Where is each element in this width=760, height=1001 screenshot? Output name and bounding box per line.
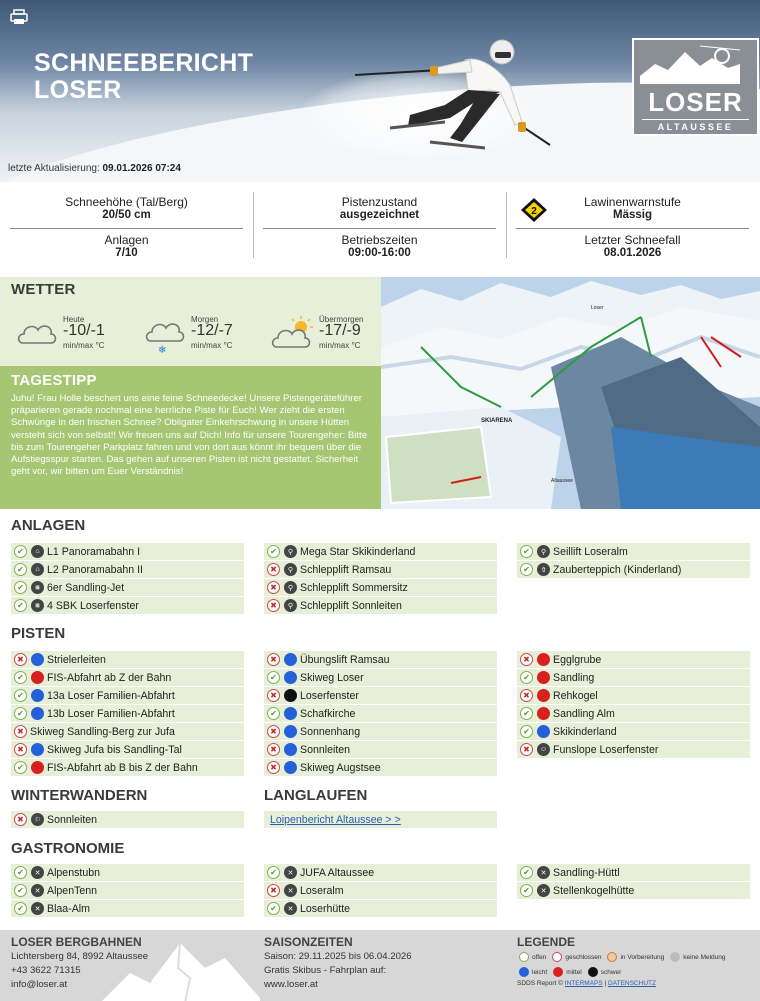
stat-avalanche [516,195,749,221]
stat-last-snowfall [516,233,749,259]
print-icon[interactable] [10,9,28,25]
stat-lifts [10,233,243,259]
hard-icon [588,967,598,977]
weather-day-label: Morgen [191,315,219,324]
lift-row [264,597,497,614]
page-title [34,50,253,104]
restaurant-icon: ✕ [31,884,44,897]
skier-image [350,30,560,160]
piste-name: Sandling Alm [553,707,615,720]
footer [0,930,760,1001]
stat-piste-condition [263,195,496,221]
status-open-icon: ✔ [267,545,280,558]
legend-status [517,952,726,962]
piste-name: Sonnenhang [300,725,361,738]
gastronomy-name: Loserhütte [300,902,351,915]
status-open-icon: ✔ [520,866,533,879]
stat-label: Anlagen [104,233,149,247]
gastronomy-row [517,882,750,899]
logo-subtitle: ALTAUSSEE [657,122,734,132]
restaurant-icon: ✕ [31,902,44,915]
lift-name: Mega Star Skikinderland [300,545,416,558]
daily-tip-panel [0,366,381,509]
status-closed-icon: ✖ [14,725,27,738]
legend-credits [517,980,656,987]
gastronomy-name: Loseralm [300,884,344,897]
svg-text:SKIARENA: SKIARENA [481,418,513,424]
status-open-icon: ✔ [14,671,27,684]
piste-name: Skikinderland [553,725,617,738]
gondola-icon: ⌂ [31,545,44,558]
piste-map-image [381,277,760,509]
avalanche-warning-icon [520,197,548,223]
winter-hike-name: Sonnleiten [47,813,98,826]
stat-label: Betriebszeiten [341,233,418,247]
difficulty-easy-icon [284,671,297,684]
lift-name: Schlepplift Ramsau [300,563,392,576]
footer-season [264,950,412,992]
piste-name: Skiweg Jufa bis Sandling-Tal [47,743,182,756]
difficulty-medium-icon [537,671,550,684]
status-closed-icon: ✖ [520,743,533,756]
weather-panel [0,277,381,366]
status-open-icon: ✔ [520,671,533,684]
piste-name: Skiweg Loser [300,671,364,684]
status-open-icon: ✔ [14,545,27,558]
stat-value: 20/50 cm [102,209,151,221]
status-open-icon: ✔ [267,902,280,915]
piste-row [264,759,497,776]
status-closed-icon: ✖ [267,581,280,594]
status-open-icon: ✔ [14,884,27,897]
status-open-icon: ✔ [14,581,27,594]
status-closed-icon: ✖ [520,689,533,702]
piste-row [11,669,244,686]
gastronomy-name: Stellenkogelhütte [553,884,635,897]
status-open-icon: ✔ [14,707,27,720]
piste-row [11,759,244,776]
lift-row [11,543,244,560]
piste-row [11,705,244,722]
status-open-icon: ✔ [267,671,280,684]
difficulty-medium-icon [537,689,550,702]
difficulty-medium-icon [537,653,550,666]
piste-row [264,705,497,722]
piste-name: Skiweg Augstsee [300,761,381,774]
draglift-icon: ⚲ [284,581,297,594]
svg-text:❄: ❄ [158,345,167,355]
legend-difficulty [517,967,621,977]
difficulty-easy-icon [31,743,44,756]
weather-day-today [15,315,135,355]
hiker-icon: ⚐ [31,813,44,826]
no-report-icon [670,952,680,962]
stat-value: ausgezeichnet [339,209,420,221]
piste-name: Sandling [553,671,595,684]
cloud-snow-icon [143,315,187,355]
weather-temp: -17/-9 [319,322,361,339]
piste-name: FIS-Abfahrt ab B bis Z der Bahn [47,761,198,774]
lift-name: Zauberteppich (Kinderland) [553,563,682,576]
lift-name: Schlepplift Sonnleiten [300,599,402,612]
piste-row [517,723,750,740]
legend-label: in Vorbereitung [620,953,665,961]
piste-row [264,741,497,758]
difficulty-easy-icon [284,761,297,774]
lift-row [11,579,244,596]
legend-label: leicht [532,968,548,976]
weather-day-after-tomorrow [271,315,391,355]
piste-row [264,687,497,704]
restaurant-icon: ✕ [537,884,550,897]
restaurant-icon: ✕ [284,902,297,915]
piste-row [11,741,244,758]
status-open-icon: ✔ [267,707,280,720]
gastronomy-name: Blaa-Alm [47,902,90,915]
stat-snow-depth [10,195,243,221]
carpet-icon: ⇧ [537,563,550,576]
piste-row [11,723,244,740]
in-preparation-icon [607,952,617,962]
stat-value: 7/10 [115,247,138,259]
lift-name: Seillift Loseralm [553,545,628,558]
restaurant-icon: ✕ [284,866,297,879]
piste-name: Rehkogel [553,689,598,702]
difficulty-easy-icon [284,725,297,738]
draglift-icon: ⚲ [284,563,297,576]
intermaps-link[interactable]: INTERMAPS [564,980,603,987]
lift-name: Schlepplift Sommersitz [300,581,408,594]
weather-minmax: min/max °C [319,341,361,350]
divider [516,228,749,229]
difficulty-easy-icon [31,689,44,702]
gastronomy-name: AlpenTenn [47,884,98,897]
svg-text:Loser: Loser [591,305,604,311]
gastronomy-name: Alpenstubn [47,866,101,879]
lift-row [517,561,750,578]
status-closed-icon: ✖ [267,689,280,702]
stat-value: Mässig [613,209,652,221]
difficulty-medium-icon [31,671,44,684]
stat-hours [263,233,496,259]
gastronomy-row [517,864,750,881]
piste-name: Funslope Loserfenster [553,743,659,756]
last-update [8,163,181,174]
lift-name: 6er Sandling-Jet [47,581,125,594]
piste-name: Egglgrube [553,653,602,666]
stat-value: 08.01.2026 [603,247,662,259]
gastronomy-row [264,900,497,917]
footer-address: Lichtersberg 84, 8992 Altaussee [11,951,149,962]
footer-legend-title: LEGENDE [517,935,576,949]
medium-icon [553,967,563,977]
status-open-icon: ✔ [520,725,533,738]
restaurant-icon: ✕ [31,866,44,879]
status-open-icon: ✔ [520,545,533,558]
footer-company: LOSER BERGBAHNEN [11,935,142,949]
cloud-icon [15,315,59,349]
weather-title: WETTER [11,281,76,298]
piste-row [264,669,497,686]
lift-row [264,579,497,596]
winter-hike-row [11,811,244,828]
cross-country-row [264,811,497,828]
piste-name: 13b Loser Familien-Abfahrt [47,707,175,720]
funslope-icon: ☺ [537,743,550,756]
gastronomy-row [11,882,244,899]
lift-row [11,561,244,578]
lift-name: L2 Panoramabahn II [47,563,144,576]
logo-divider [642,119,749,120]
lift-row [264,561,497,578]
piste-row [517,687,750,704]
gastronomy-name: JUFA Altaussee [300,866,375,879]
piste-row [11,687,244,704]
piste-row [264,651,497,668]
chairlift-icon: ⑥ [31,581,44,594]
status-closed-icon: ✖ [267,761,280,774]
piste-name: Schafkirche [300,707,356,720]
piste-map[interactable] [381,277,760,509]
tip-title: TAGESTIPP [11,372,97,389]
footer-email[interactable]: info@loser.at [11,979,68,990]
snow-stats [0,188,760,268]
weather-day-tomorrow [143,315,263,355]
footer-skibus: Gratis Skibus - Fahrplan auf: [264,965,387,976]
weather-minmax: min/max °C [63,341,105,350]
pistes-section-title: PISTEN [11,625,66,642]
lift-row [264,543,497,560]
piste-name: Übungslift Ramsau [300,653,390,666]
winter-hiking-title: WINTERWANDERN [11,787,148,804]
status-closed-icon: ✖ [267,725,280,738]
status-open-icon: ✔ [520,707,533,720]
piste-row [517,705,750,722]
lift-row [11,597,244,614]
piste-name: Strielerleiten [47,653,106,666]
title-line-1: SCHNEEBERICHT [34,49,254,77]
difficulty-easy-icon [537,725,550,738]
piste-row [517,669,750,686]
legend-label: schwer [600,968,622,976]
footer-phone[interactable]: +43 3622 71315 [11,965,81,976]
difficulty-hard-icon [284,689,297,702]
logo-name: LOSER [648,87,743,117]
status-open-icon: ✔ [14,689,27,702]
difficulty-easy-icon [284,707,297,720]
stat-label: Schneehöhe (Tal/Berg) [65,195,188,209]
stat-label: Pistenzustand [341,195,418,209]
piste-name: FIS-Abfahrt ab Z der Bahn [47,671,172,684]
lift-row [517,543,750,560]
piste-row [11,651,244,668]
gastronomy-row [11,900,244,917]
footer-season-title: SAISONZEITEN [264,935,353,949]
legend-label: keine Meldung [683,953,726,961]
status-open-icon: ✔ [14,563,27,576]
status-closed-icon: ✖ [267,884,280,897]
gastronomy-name: Sandling-Hüttl [553,866,620,879]
sun-cloud-icon [271,315,315,351]
status-closed-icon: ✖ [267,563,280,576]
status-closed-icon: ✖ [267,599,280,612]
difficulty-easy-icon [284,743,297,756]
legend-label: offen [532,953,547,961]
divider [263,228,496,229]
tip-text: Juhu! Frau Holle beschert uns eine feine Schneedecke! Unsere Pistengeräteführer präparieren gerade nochmal eine herrliche Piste für Euch! Wer zieht die ersten Schwünge in den frischen Schnee? Obligater Einkehrschwung in unsere Hütten versteht sich von selbst!! Wir freuen uns auf Dich! Info für unsere Tourengeher: Bitte bis zum Tourengeher Parkplatz fahren und von dort aus könnt ihr bequem über die Aufstiegsspur starten. Das gehen auf unseren Pisten ist nicht gestattet. Sicherheit geht vor, wir bitten um Euer Verständnis! [11,393,368,478]
title-line-2: LOSER [34,76,122,104]
divider [253,192,254,258]
svg-text:2: 2 [531,206,537,217]
gastronomy-row [264,882,497,899]
status-open-icon: ✔ [14,866,27,879]
status-closed-icon: ✖ [520,653,533,666]
update-value: 09.01.2026 07:24 [102,163,181,174]
piste-name: Sonnleiten [300,743,351,756]
status-open-icon: ✔ [14,599,27,612]
status-open-icon: ✔ [267,866,280,879]
difficulty-medium-icon [31,761,44,774]
draglift-icon: ⚲ [284,545,297,558]
difficulty-easy-icon [284,653,297,666]
mountain-logo-icon [640,44,740,84]
open-icon [519,952,529,962]
status-closed-icon: ✖ [14,653,27,666]
svg-text:Altaussee: Altaussee [551,478,573,484]
stat-value: 09:00-16:00 [348,247,411,259]
stat-label: Letzter Schneefall [584,233,681,247]
legend-label: mittel [566,968,582,976]
status-closed-icon: ✖ [267,653,280,666]
weather-temp: -10/-1 [63,322,105,339]
difficulty-easy-icon [31,707,44,720]
status-open-icon: ✔ [14,761,27,774]
weather-day-label: Übermorgen [319,315,364,324]
weather-day-label: Heute [63,315,85,324]
status-closed-icon: ✖ [14,743,27,756]
status-open-icon: ✔ [520,563,533,576]
weather-temp: -12/-7 [191,322,233,339]
weather-minmax: min/max °C [191,341,233,350]
lift-name: L1 Panoramabahn I [47,545,141,558]
easy-icon [519,967,529,977]
lift-name: 4 SBK Loserfenster [47,599,139,612]
piste-name: Skiweg Sandling-Berg zur Jufa [30,725,175,738]
gondola-icon: ⌂ [31,563,44,576]
piste-name: 13a Loser Familien-Abfahrt [47,689,175,702]
lifts-section-title: ANLAGEN [11,517,86,534]
draglift-icon: ⚲ [284,599,297,612]
legend-label: geschlossen [565,953,602,961]
status-closed-icon: ✖ [267,743,280,756]
footer-website[interactable]: www.loser.at [264,979,318,990]
hero-banner [0,0,760,182]
piste-row [517,651,750,668]
closed-icon [552,952,562,962]
gastronomy-title: GASTRONOMIE [11,840,125,857]
separator: | [604,980,607,987]
piste-row [517,741,750,758]
piste-name: Loserfenster [300,689,359,702]
draglift-icon: ⚲ [537,545,550,558]
privacy-link[interactable]: DATENSCHUTZ [608,980,656,987]
divider [506,192,507,258]
status-closed-icon: ✖ [14,813,27,826]
difficulty-medium-icon [537,707,550,720]
stat-label: Lawinenwarnstufe [584,195,681,209]
status-open-icon: ✔ [520,884,533,897]
loser-logo [632,38,759,136]
update-label: letzte Aktualisierung: [8,163,100,174]
gastronomy-row [264,864,497,881]
restaurant-icon: ✕ [284,884,297,897]
sdds-credit: SDDS Report © [517,980,563,987]
footer-season-dates: Saison: 29.11.2025 bis 06.04.2026 [264,951,412,962]
cross-country-title: LANGLAUFEN [264,787,368,804]
piste-row [264,723,497,740]
footer-contact [11,950,148,992]
status-open-icon: ✔ [14,902,27,915]
restaurant-icon: ✕ [537,866,550,879]
chairlift-icon: ⑥ [31,599,44,612]
divider [10,228,243,229]
gastronomy-row [11,864,244,881]
difficulty-easy-icon [31,653,44,666]
cross-country-report-link[interactable]: Loipenbericht Altaussee > > [270,813,401,826]
